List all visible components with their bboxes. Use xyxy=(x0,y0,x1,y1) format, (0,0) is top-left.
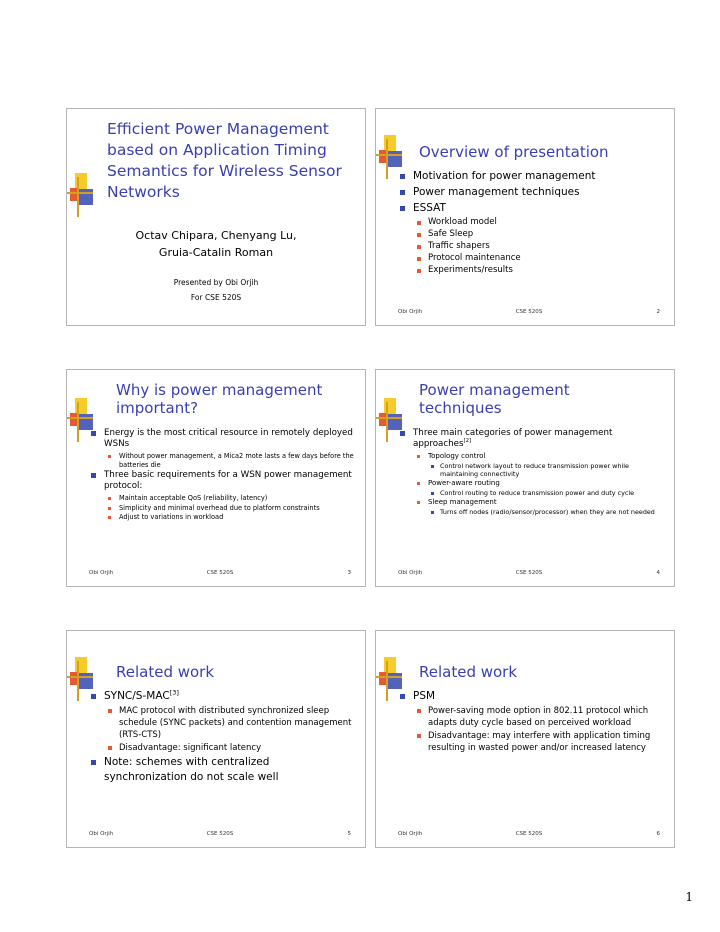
sub-bullet-item: Safe Sleep xyxy=(394,229,664,240)
slide-footer: Obi Orjih CSE 520S 6 xyxy=(398,831,660,837)
presenter: Presented by Obi Orjih xyxy=(173,278,259,287)
bullet-item: PSM xyxy=(394,689,664,703)
bullet-item: ESSAT xyxy=(394,201,664,215)
sub-bullet-item: Topology control xyxy=(394,452,664,461)
bullet-item: SYNC/S-MAC[3] xyxy=(85,689,355,703)
sub-bullet-item: Workload model xyxy=(394,217,664,228)
sub-bullet-item: Disadvantage: may interfere with application timing resulting in wasted power and/or increased latency xyxy=(394,730,664,754)
slide-4 xyxy=(375,369,675,587)
authors-line-2: Gruia-Catalin Roman xyxy=(158,246,274,259)
slide-title: Overview of presentation xyxy=(419,143,609,161)
sub-bullet-item: Disadvantage: significant latency xyxy=(85,742,355,754)
sub-bullet-item: Power-aware routing xyxy=(394,479,664,488)
page-number: 1 xyxy=(685,890,693,904)
slide-decoration-icon xyxy=(67,173,95,219)
sub-bullet-item: Maintain acceptable QoS (reliability, latency) xyxy=(85,494,355,503)
authors-line-1: Octav Chipara, Chenyang Lu, xyxy=(135,229,297,242)
slide-title: Power management techniques xyxy=(419,381,570,418)
sub-bullet-item: Traffic shapers xyxy=(394,241,664,252)
course-line: For CSE 520S xyxy=(190,293,242,302)
sub-bullet-item: Power-saving mode option in 802.11 protocol which adapts duty cycle based on perceived workload xyxy=(394,705,664,729)
sub-sub-bullet-item: Control routing to reduce transmission power and duty cycle xyxy=(394,489,664,497)
slide-5 xyxy=(66,630,366,848)
sub-sub-bullet-item: Control network layout to reduce transmission power while maintaining connectivity xyxy=(394,462,664,478)
sub-bullet-item: MAC protocol with distributed synchronized sleep schedule (SYNC packets) and contention management (RTS-CTS) xyxy=(85,705,355,741)
slide-title: Why is power management important? xyxy=(116,381,323,418)
bullet-item: Three main categories of power management approaches[2] xyxy=(394,428,664,450)
bullet-item: Note: schemes with centralized synchronization do not scale well xyxy=(85,755,355,785)
slide-title: Efficient Power Management based on Application Timing Semantics for Wireless Sensor Networks xyxy=(107,120,342,201)
sub-bullet-item: Adjust to variations in workload xyxy=(85,513,355,522)
slide-2 xyxy=(375,108,675,326)
sub-bullet-item: Protocol maintenance xyxy=(394,253,664,264)
sub-bullet-item: Simplicity and minimal overhead due to platform constraints xyxy=(85,504,355,513)
slide-6 xyxy=(375,630,675,848)
sub-sub-bullet-item: Turns off nodes (radio/sensor/processor) when they are not needed xyxy=(394,508,664,516)
slide-footer: Obi Orjih CSE 520S 2 xyxy=(398,309,660,315)
slide-1 xyxy=(66,108,366,326)
slide-footer: Obi Orjih CSE 520S 5 xyxy=(89,831,351,837)
slide-title: Related work xyxy=(419,663,518,681)
sub-bullet-item: Experiments/results xyxy=(394,265,664,276)
slide-title: Related work xyxy=(116,663,215,681)
bullet-item: Power management techniques xyxy=(394,185,664,199)
bullet-item: Three basic requirements for a WSN power management protocol: xyxy=(85,470,355,492)
slide-footer: Obi Orjih CSE 520S 3 xyxy=(89,570,351,576)
slide-3 xyxy=(66,369,366,587)
sub-bullet-item: Without power management, a Mica2 mote lasts a few days before the batteries die xyxy=(85,452,355,469)
slide-footer: Obi Orjih CSE 520S 4 xyxy=(398,570,660,576)
bullet-item: Energy is the most critical resource in remotely deployed WSNs xyxy=(85,428,355,450)
bullet-item: Motivation for power management xyxy=(394,169,664,183)
sub-bullet-item: Sleep management xyxy=(394,498,664,507)
